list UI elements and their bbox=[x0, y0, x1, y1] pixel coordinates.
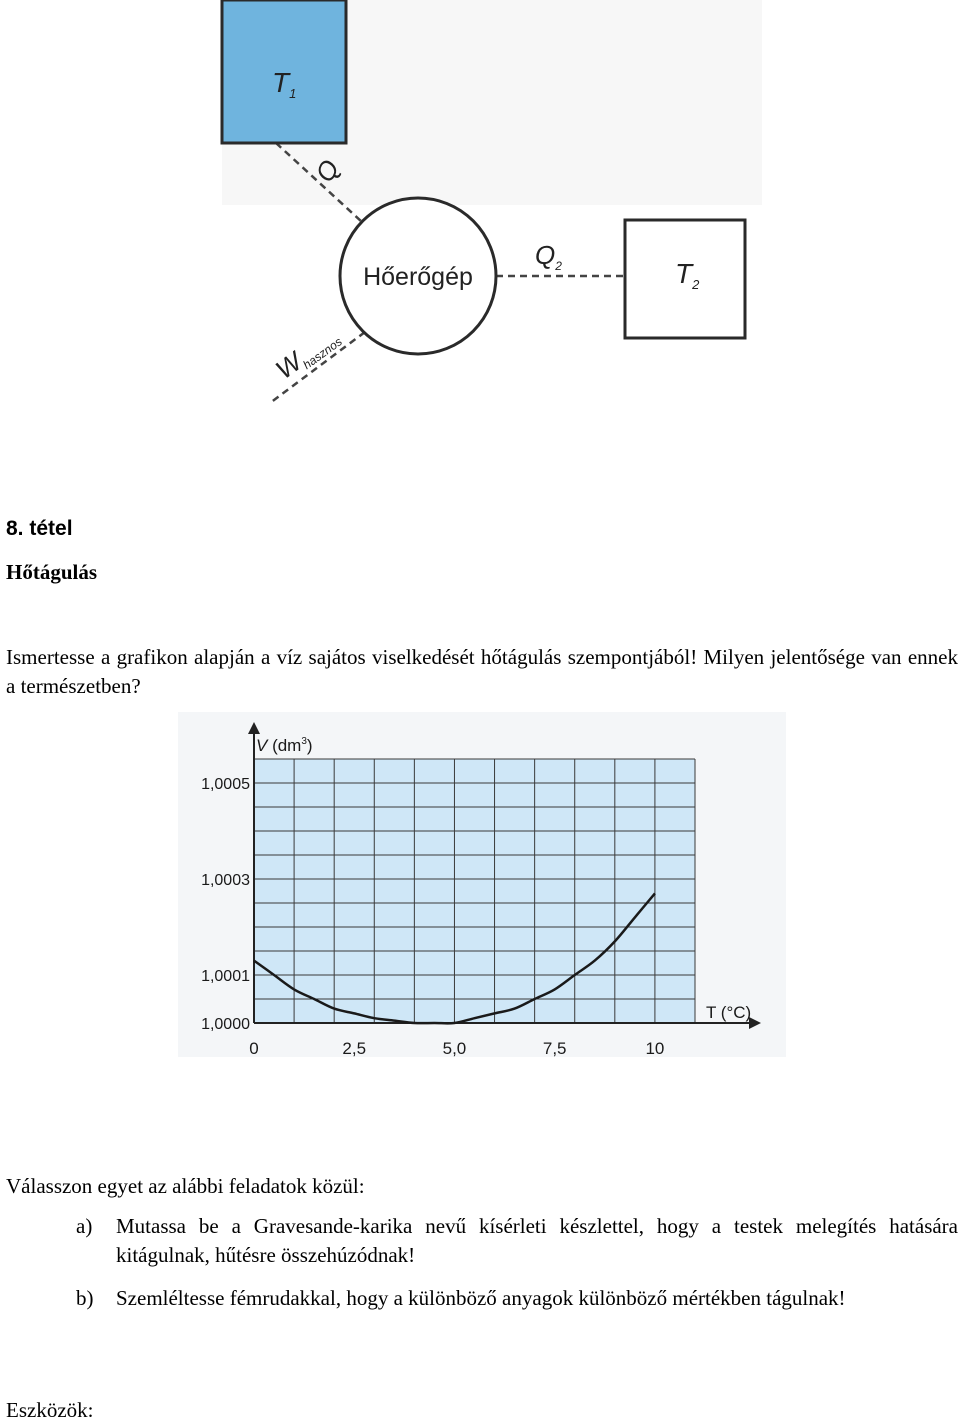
y-tick-label: 1,0003 bbox=[201, 872, 250, 889]
task-a-label: a) bbox=[76, 1214, 93, 1238]
cold-reservoir-label: $T_2$ bbox=[675, 258, 700, 292]
tools-label: Eszközök: bbox=[6, 1398, 94, 1422]
topic-title: Hőtágulás bbox=[6, 560, 98, 584]
task-b-label: b) bbox=[76, 1286, 94, 1310]
task-b-text: Szemléltesse fémrudakkal, hogy a különböző anyagok különböző mértékben tágulnak! bbox=[116, 1286, 846, 1310]
task-a-text: Mutassa be a Gravesande-karika nevű kísérleti készlettel, hogy a testek melegítés hatására kitágulnak, hűtésre összehúzódnak! bbox=[116, 1214, 958, 1267]
heat-engine-diagram bbox=[0, 0, 960, 440]
x-tick-label: 0 bbox=[249, 1039, 259, 1058]
y-tick-label: 1,0001 bbox=[201, 968, 250, 985]
task-a bbox=[76, 1212, 958, 1270]
heat-engine-label: Hőerőgép bbox=[363, 263, 473, 291]
task-b bbox=[76, 1284, 958, 1313]
heat-out-label: $Q_2$ bbox=[535, 240, 562, 273]
work-label: Whasznos bbox=[269, 334, 345, 385]
task-intro: Válasszon egyet az alábbi feladatok közül: bbox=[6, 1174, 365, 1198]
x-tick-label: 10 bbox=[645, 1039, 665, 1058]
y-tick-label: 1,0005 bbox=[201, 776, 250, 793]
chart-plot-area bbox=[254, 759, 695, 1023]
chart-svg bbox=[178, 712, 786, 1072]
x-tick-label: 5,0 bbox=[442, 1039, 467, 1058]
y-tick-label: 1,0000 bbox=[201, 1016, 250, 1033]
heat-in-label: Q bbox=[309, 154, 346, 187]
x-tick-label: 7,5 bbox=[542, 1039, 567, 1058]
x-tick-label: 2,5 bbox=[342, 1039, 367, 1058]
volume-temperature-chart bbox=[178, 712, 786, 1072]
question-text: Ismertesse a grafikon alapján a víz sajátos viselkedését hőtágulás szempontjából! Milyen jelentősége van ennek a természetben? bbox=[6, 645, 958, 698]
item-number: 8. tétel bbox=[6, 517, 73, 540]
hot-reservoir-label: $T_1$ bbox=[272, 67, 297, 101]
x-axis-label: T (°C) bbox=[706, 1003, 752, 1022]
y-axis-label: V $(dm^3)$ bbox=[256, 736, 313, 755]
